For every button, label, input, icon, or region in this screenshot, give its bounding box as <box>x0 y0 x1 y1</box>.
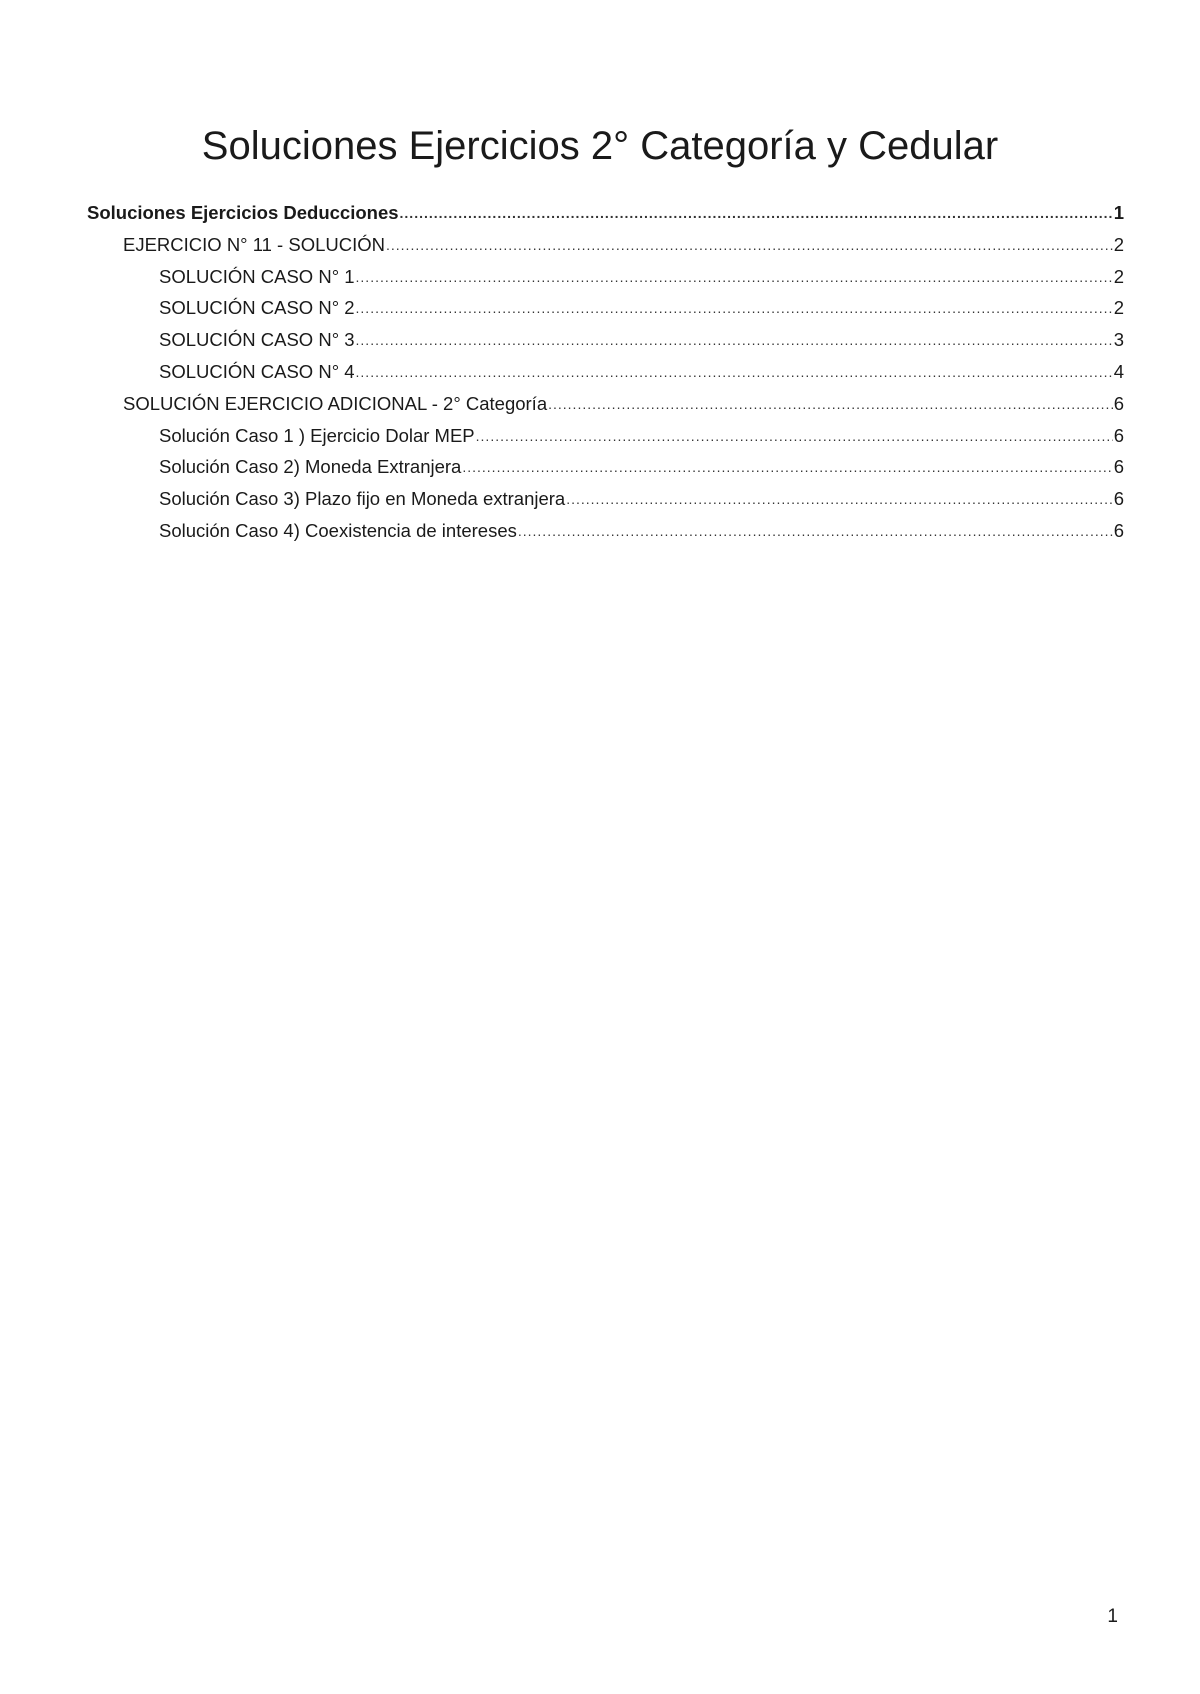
toc-entry-caso-2-moneda-extranjera[interactable] <box>87 456 1124 488</box>
page-number: 1 <box>1107 1606 1118 1627</box>
toc-dot-leader <box>356 265 1113 287</box>
toc-entry-ejercicio-11-solucion[interactable] <box>87 234 1124 266</box>
toc-entry-text: SOLUCIÓN CASO N° 2 <box>159 297 355 319</box>
toc-dot-leader <box>548 392 1113 414</box>
toc-entry-solucion-caso-2[interactable] <box>87 297 1124 329</box>
toc-entry-solucion-caso-4[interactable] <box>87 361 1124 393</box>
toc-entry-caso-3-plazo-fijo[interactable] <box>87 488 1124 520</box>
toc-entry-soluciones-ejercicios-deducciones[interactable] <box>87 202 1124 234</box>
toc-entry-solucion-caso-3[interactable] <box>87 329 1124 361</box>
toc-entry-page: 6 <box>1113 392 1124 414</box>
toc-entry-text: Solución Caso 2) Moneda Extranjera <box>159 456 462 478</box>
toc-entry-text: EJERCICIO N° 11 - SOLUCIÓN <box>123 233 385 255</box>
toc-entry-page: 6 <box>1113 456 1124 478</box>
toc-entry-page: 6 <box>1113 424 1124 446</box>
toc-entry-page: 1 <box>1113 202 1124 223</box>
toc-entry-text: Solución Caso 3) Plazo fijo en Moneda extranjera <box>159 488 566 510</box>
toc-entry-text: SOLUCIÓN CASO N° 4 <box>159 360 355 382</box>
toc-entry-solucion-caso-1[interactable] <box>87 266 1124 298</box>
toc-dot-leader <box>566 487 1112 509</box>
toc-entry-text: SOLUCIÓN EJERCICIO ADICIONAL - 2° Categoría <box>123 392 548 414</box>
toc-entry-page: 3 <box>1113 329 1124 351</box>
toc-entry-solucion-ejercicio-adicional[interactable] <box>87 393 1124 425</box>
toc-entry-text: Soluciones Ejercicios Deducciones <box>87 202 399 223</box>
toc-entry-page: 2 <box>1113 265 1124 287</box>
toc-dot-leader <box>400 201 1113 223</box>
toc-entry-caso-1-dolar-mep[interactable] <box>87 425 1124 457</box>
toc-entry-text: Solución Caso 4) Coexistencia de intereses <box>159 519 517 541</box>
toc-dot-leader <box>476 424 1113 446</box>
toc-entry-caso-4-coexistencia-intereses[interactable] <box>87 520 1124 552</box>
document-title: Soluciones Ejercicios 2° Categoría y Cedular <box>201 124 999 168</box>
toc-entry-text: SOLUCIÓN CASO N° 1 <box>159 265 355 287</box>
toc-dot-leader <box>356 328 1113 350</box>
toc-entry-page: 6 <box>1113 519 1124 541</box>
toc-entry-page: 2 <box>1113 297 1124 319</box>
toc-dot-leader <box>386 233 1113 255</box>
toc-entry-page: 2 <box>1113 233 1124 255</box>
toc-entry-text: Solución Caso 1 ) Ejercicio Dolar MEP <box>159 424 475 446</box>
toc-dot-leader <box>356 296 1113 318</box>
toc-dot-leader <box>518 519 1113 541</box>
table-of-contents <box>87 202 1124 552</box>
toc-dot-leader <box>462 455 1112 477</box>
toc-entry-text: SOLUCIÓN CASO N° 3 <box>159 329 355 351</box>
toc-dot-leader <box>356 360 1113 382</box>
toc-entry-page: 6 <box>1113 488 1124 510</box>
toc-entry-page: 4 <box>1113 360 1124 382</box>
